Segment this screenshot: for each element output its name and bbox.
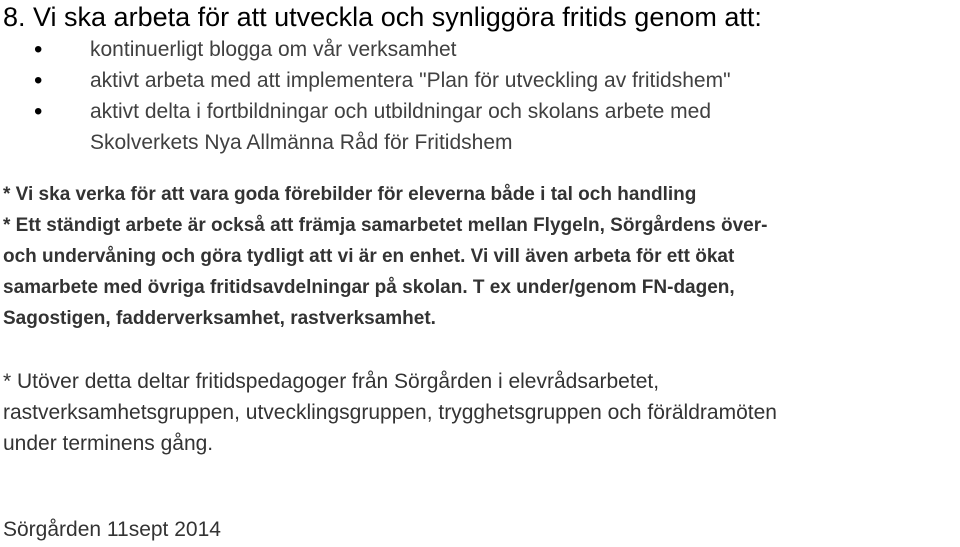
paragraph-line: och undervåning och göra tydligt att vi är en enhet. Vi vill även arbeta för ett ökat: [3, 246, 735, 267]
bullet-list: [0, 34, 731, 158]
paragraph-participation: [3, 366, 777, 459]
bullet-item: [0, 96, 731, 158]
section-heading: 8. Vi ska arbeta för att utveckla och synliggöra fritids genom att:: [3, 2, 762, 32]
document-footer-date: Sörgården 11sept 2014: [3, 518, 221, 541]
bullet-item: [0, 34, 731, 65]
bullet-line: aktivt delta i fortbildningar och utbildningar och skolans arbete med: [90, 100, 712, 123]
paragraph-line: * Ett ständigt arbete är också att främja samarbetet mellan Flygeln, Sörgårdens över-: [3, 215, 768, 236]
bullet-dot-icon: •: [34, 98, 43, 125]
bullet-line: aktivt arbeta med att implementera "Plan för utveckling av fritidshem": [90, 69, 731, 92]
bullet-dot-icon: •: [34, 67, 43, 94]
bullet-line: Skolverkets Nya Allmänna Råd för Fritidshem: [90, 131, 513, 154]
bullet-item: [0, 65, 731, 96]
paragraph-line: rastverksamhetsgruppen, utvecklingsgruppen, trygghetsgruppen och föräldramöten: [3, 401, 777, 424]
paragraph-line: * Utöver detta deltar fritidspedagoger från Sörgården i elevrådsarbetet,: [3, 370, 660, 393]
paragraph-goals: [3, 179, 767, 334]
paragraph-line: under terminens gång.: [3, 432, 214, 455]
paragraph-line: * Vi ska verka för att vara goda förebilder för eleverna både i tal och handling: [3, 184, 697, 205]
paragraph-line: Sagostigen, fadderverksamhet, rastverksamhet.: [3, 308, 436, 329]
bullet-dot-icon: •: [34, 36, 43, 63]
paragraph-line: samarbete med övriga fritidsavdelningar på skolan. T ex under/genom FN-dagen,: [3, 277, 735, 298]
bullet-line: kontinuerligt blogga om vår verksamhet: [90, 38, 457, 61]
